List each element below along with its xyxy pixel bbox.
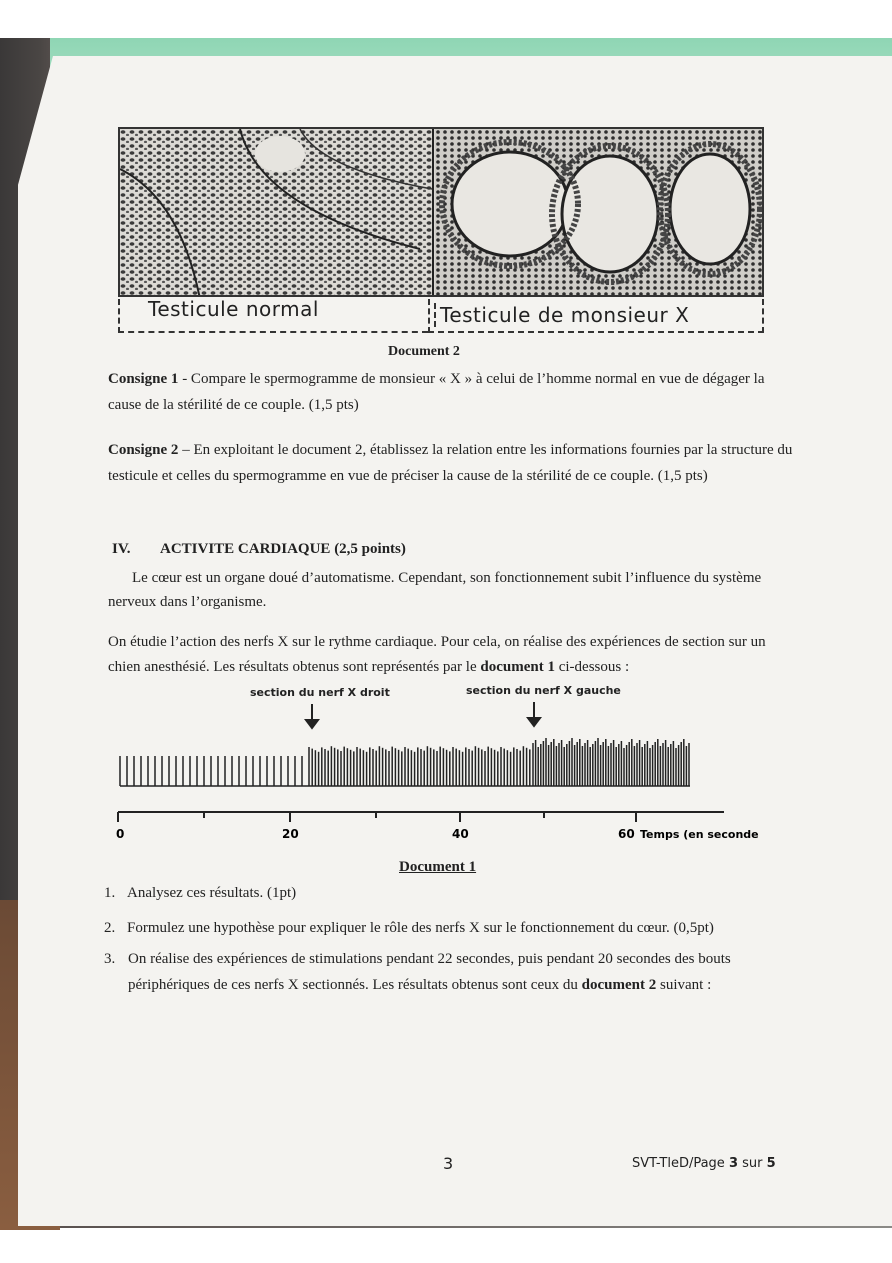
footer-ref-mid: sur xyxy=(737,1156,767,1171)
question-number: 2. xyxy=(104,920,116,936)
question-text: Analysez ces résultats. (1pt) xyxy=(127,885,297,901)
page-number: 3 xyxy=(443,1154,454,1173)
testis-micrographs xyxy=(118,127,764,297)
label-normal-box xyxy=(118,299,428,333)
para2-doc-ref: document 1 xyxy=(480,658,555,675)
label-x: Testicule de monsieur X xyxy=(434,303,689,327)
question-text: Formulez une hypothèse pour expliquer le rôle des nerfs X sur le fonctionnement du cœur. (0,5pt) xyxy=(127,920,714,936)
document1-figure xyxy=(112,682,762,852)
consigne1-text: - Compare le spermogramme de monsieur « X » à celui de l’homme normal en vue de dégager la cause de la stérilité de ce couple. (1,5 pts) xyxy=(108,371,765,414)
para2-end: ci-dessous : xyxy=(554,658,630,675)
consigne2-title: Consigne 2 xyxy=(108,442,179,458)
question-2 xyxy=(104,919,784,939)
label-normal: Testicule normal xyxy=(148,297,319,321)
document2-caption: Document 2 xyxy=(388,344,460,359)
footer-ref-total: 5 xyxy=(766,1156,776,1171)
footer-ref-page: 3 xyxy=(728,1156,738,1171)
question-number: 3. xyxy=(104,951,116,967)
section4-para1: Le cœur est un organe doué d’automatisme. Cependant, son fonctionnement subit l’influence du système nerveux dans l’organisme. xyxy=(108,570,762,610)
consigne1-title: Consigne 1 xyxy=(108,371,179,387)
cardiogram-trace xyxy=(112,682,762,852)
question-number: 1. xyxy=(104,885,116,901)
tick-0: 0 xyxy=(116,827,125,841)
consigne2-text: – En exploitant le document 2, établissez la relation entre les informations fournies par la structure du testicule et celles du spermogramme en vue de préciser la cause de la stérilité de ce couple. (1,5 pts) xyxy=(108,442,793,485)
para2-text: On étudie l’action des nerfs X sur le rythme cardiaque. Pour cela, on réalise des expériences de section sur un chien anesthésié. Les résultats obtenus sont représentés par le xyxy=(108,634,766,675)
footer-ref-text: SVT-TleD/Page xyxy=(632,1156,729,1171)
tick-40: 40 xyxy=(452,827,469,841)
label-x-box xyxy=(428,299,764,333)
section4-number: IV. xyxy=(112,541,131,557)
section4-title: ACTIVITE CARDIAQUE (2,5 points) xyxy=(160,541,406,557)
arrow-down-icon xyxy=(306,702,540,728)
question-text: On réalise des expériences de stimulations pendant 22 secondes, puis pendant 20 secondes des bouts périphériques de ces nerfs X sectionnés. Les résultats obtenus sont ceux du xyxy=(128,951,731,994)
tick-60: 60 xyxy=(618,827,635,841)
testis-tissue-image xyxy=(120,129,764,297)
document2-figure xyxy=(118,127,764,333)
question-text-end: suivant : xyxy=(656,977,712,994)
document1-caption: Document 1 xyxy=(399,859,477,875)
annotation-left-nerve: section du nerf X gauche xyxy=(466,684,621,697)
question-1 xyxy=(104,884,296,904)
question-3 xyxy=(104,946,784,999)
section4-para2 xyxy=(108,630,798,680)
consigne2 xyxy=(108,437,798,490)
axis-unit-label: Temps (en seconde xyxy=(640,828,759,841)
annotation-right-nerve: section du nerf X droit xyxy=(250,686,390,699)
consigne1 xyxy=(108,366,798,419)
footer-reference xyxy=(632,1156,776,1171)
tick-20: 20 xyxy=(282,827,299,841)
question-doc-ref: document 2 xyxy=(581,977,657,994)
